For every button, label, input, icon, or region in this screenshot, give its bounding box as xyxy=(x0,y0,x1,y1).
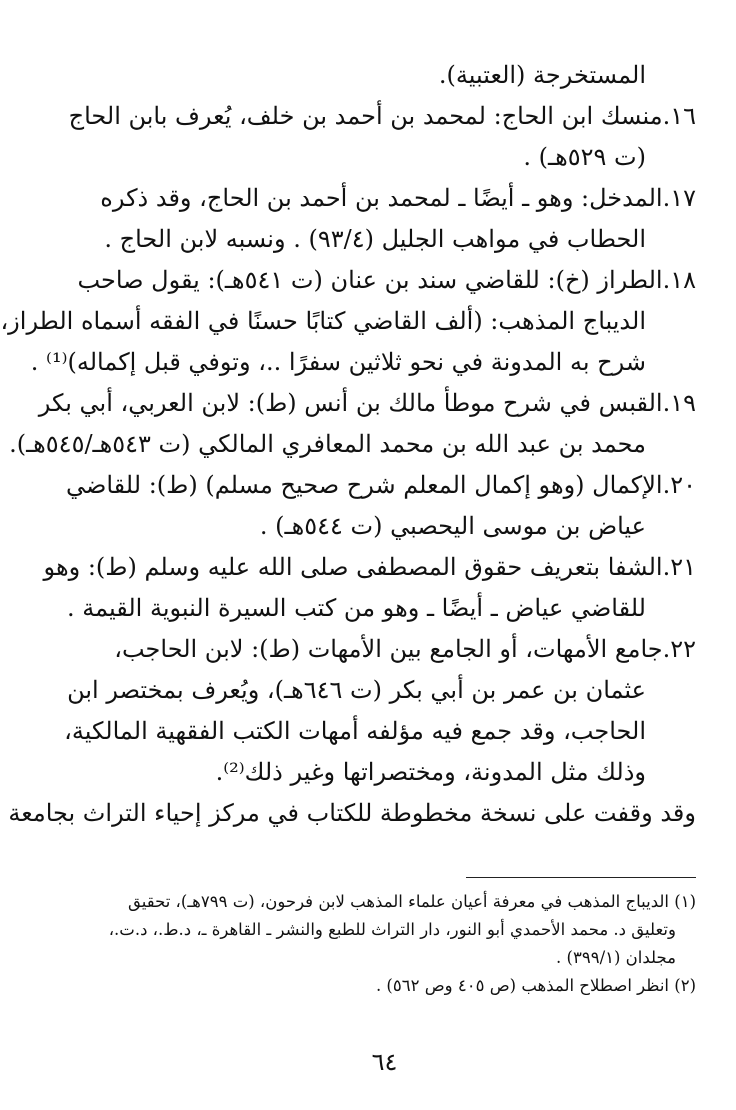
footnotes xyxy=(63,888,696,1000)
footnote-2: (٢) انظر اصطلاح المذهب (ص ٤٠٥ وص ٥٦٢) . xyxy=(375,976,696,995)
text-line: الديباج المذهب: (ألف القاضي كتابًا حسنًا في الفقه أسماه الطراز، xyxy=(0,307,646,335)
footnote-1: (١) الديباج المذهب في معرفة أعيان علماء المذهب لابن فرحون، (ت ٧٩٩هـ)، تحقيق xyxy=(127,892,696,911)
list-item-17: ١٧.المدخل: وهو ـ أيضًا ـ لمحمد بن أحمد بن الحاج، وقد ذكره xyxy=(100,184,696,212)
main-text xyxy=(0,55,696,834)
list-item-21: ٢١.الشفا بتعريف حقوق المصطفى صلى الله عليه وسلم (ط): وهو xyxy=(43,553,696,581)
text-line: عثمان بن عمر بن أبي بكر (ت ٦٤٦هـ)، ويُعرف بمختصر ابن xyxy=(67,676,646,704)
text-line: المستخرجة (العتبية). xyxy=(438,61,646,89)
text-line: الحاجب، وقد جمع فيه مؤلفه أمهات الكتب الفقهية المالكية، xyxy=(64,717,646,745)
text-line: عياض بن موسى اليحصبي (ت ٥٤٤هـ) . xyxy=(259,512,646,540)
list-item-22: ٢٢.جامع الأمهات، أو الجامع بين الأمهات (ط): لابن الحاجب، xyxy=(114,635,696,663)
footnote-line: مجلدان (٣٩٩/١) . xyxy=(556,948,676,967)
text-line: محمد بن عبد الله بن محمد المعافري المالكي (ت ٥٤٣هـ/٥٤٥هـ). xyxy=(9,430,646,458)
text-line: شرح به المدونة في نحو ثلاثين سفرًا ..، وتوفي قبل إكماله)⁽¹⁾ . xyxy=(30,348,646,376)
list-item-18: ١٨.الطراز (خ): للقاضي سند بن عنان (ت ٥٤١هـ): يقول صاحب xyxy=(77,266,696,294)
text-line: وذلك مثل المدونة، ومختصراتها وغير ذلك⁽²⁾. xyxy=(215,758,646,786)
page-number: ٦٤ xyxy=(371,1048,398,1076)
text-line: للقاضي عياض ـ أيضًا ـ وهو من كتب السيرة النبوية القيمة . xyxy=(66,594,646,622)
list-item-16: ١٦.منسك ابن الحاج: لمحمد بن أحمد بن خلف، يُعرف بابن الحاج xyxy=(68,102,696,130)
footnote-separator xyxy=(466,877,696,878)
text-line: الحطاب في مواهب الجليل (٩٣/٤) . ونسبه لابن الحاج . xyxy=(104,225,646,253)
list-item-20: ٢٠.الإكمال (وهو إكمال المعلم شرح صحيح مسلم) (ط): للقاضي xyxy=(65,471,696,499)
list-item-19: ١٩.القبس في شرح موطأ مالك بن أنس (ط): لابن العربي، أبي بكر xyxy=(38,389,696,417)
footnote-line: وتعليق د. محمد الأحمدي أبو النور، دار التراث للطبع والنشر ـ القاهرة ـ، د.ط.، د.ت.، xyxy=(108,920,676,939)
paragraph-line: وقد وقفت على نسخة مخطوطة للكتاب في مركز إحياء التراث بجامعة xyxy=(8,799,696,827)
text-line: (ت ٥٢٩هـ) . xyxy=(523,143,646,171)
